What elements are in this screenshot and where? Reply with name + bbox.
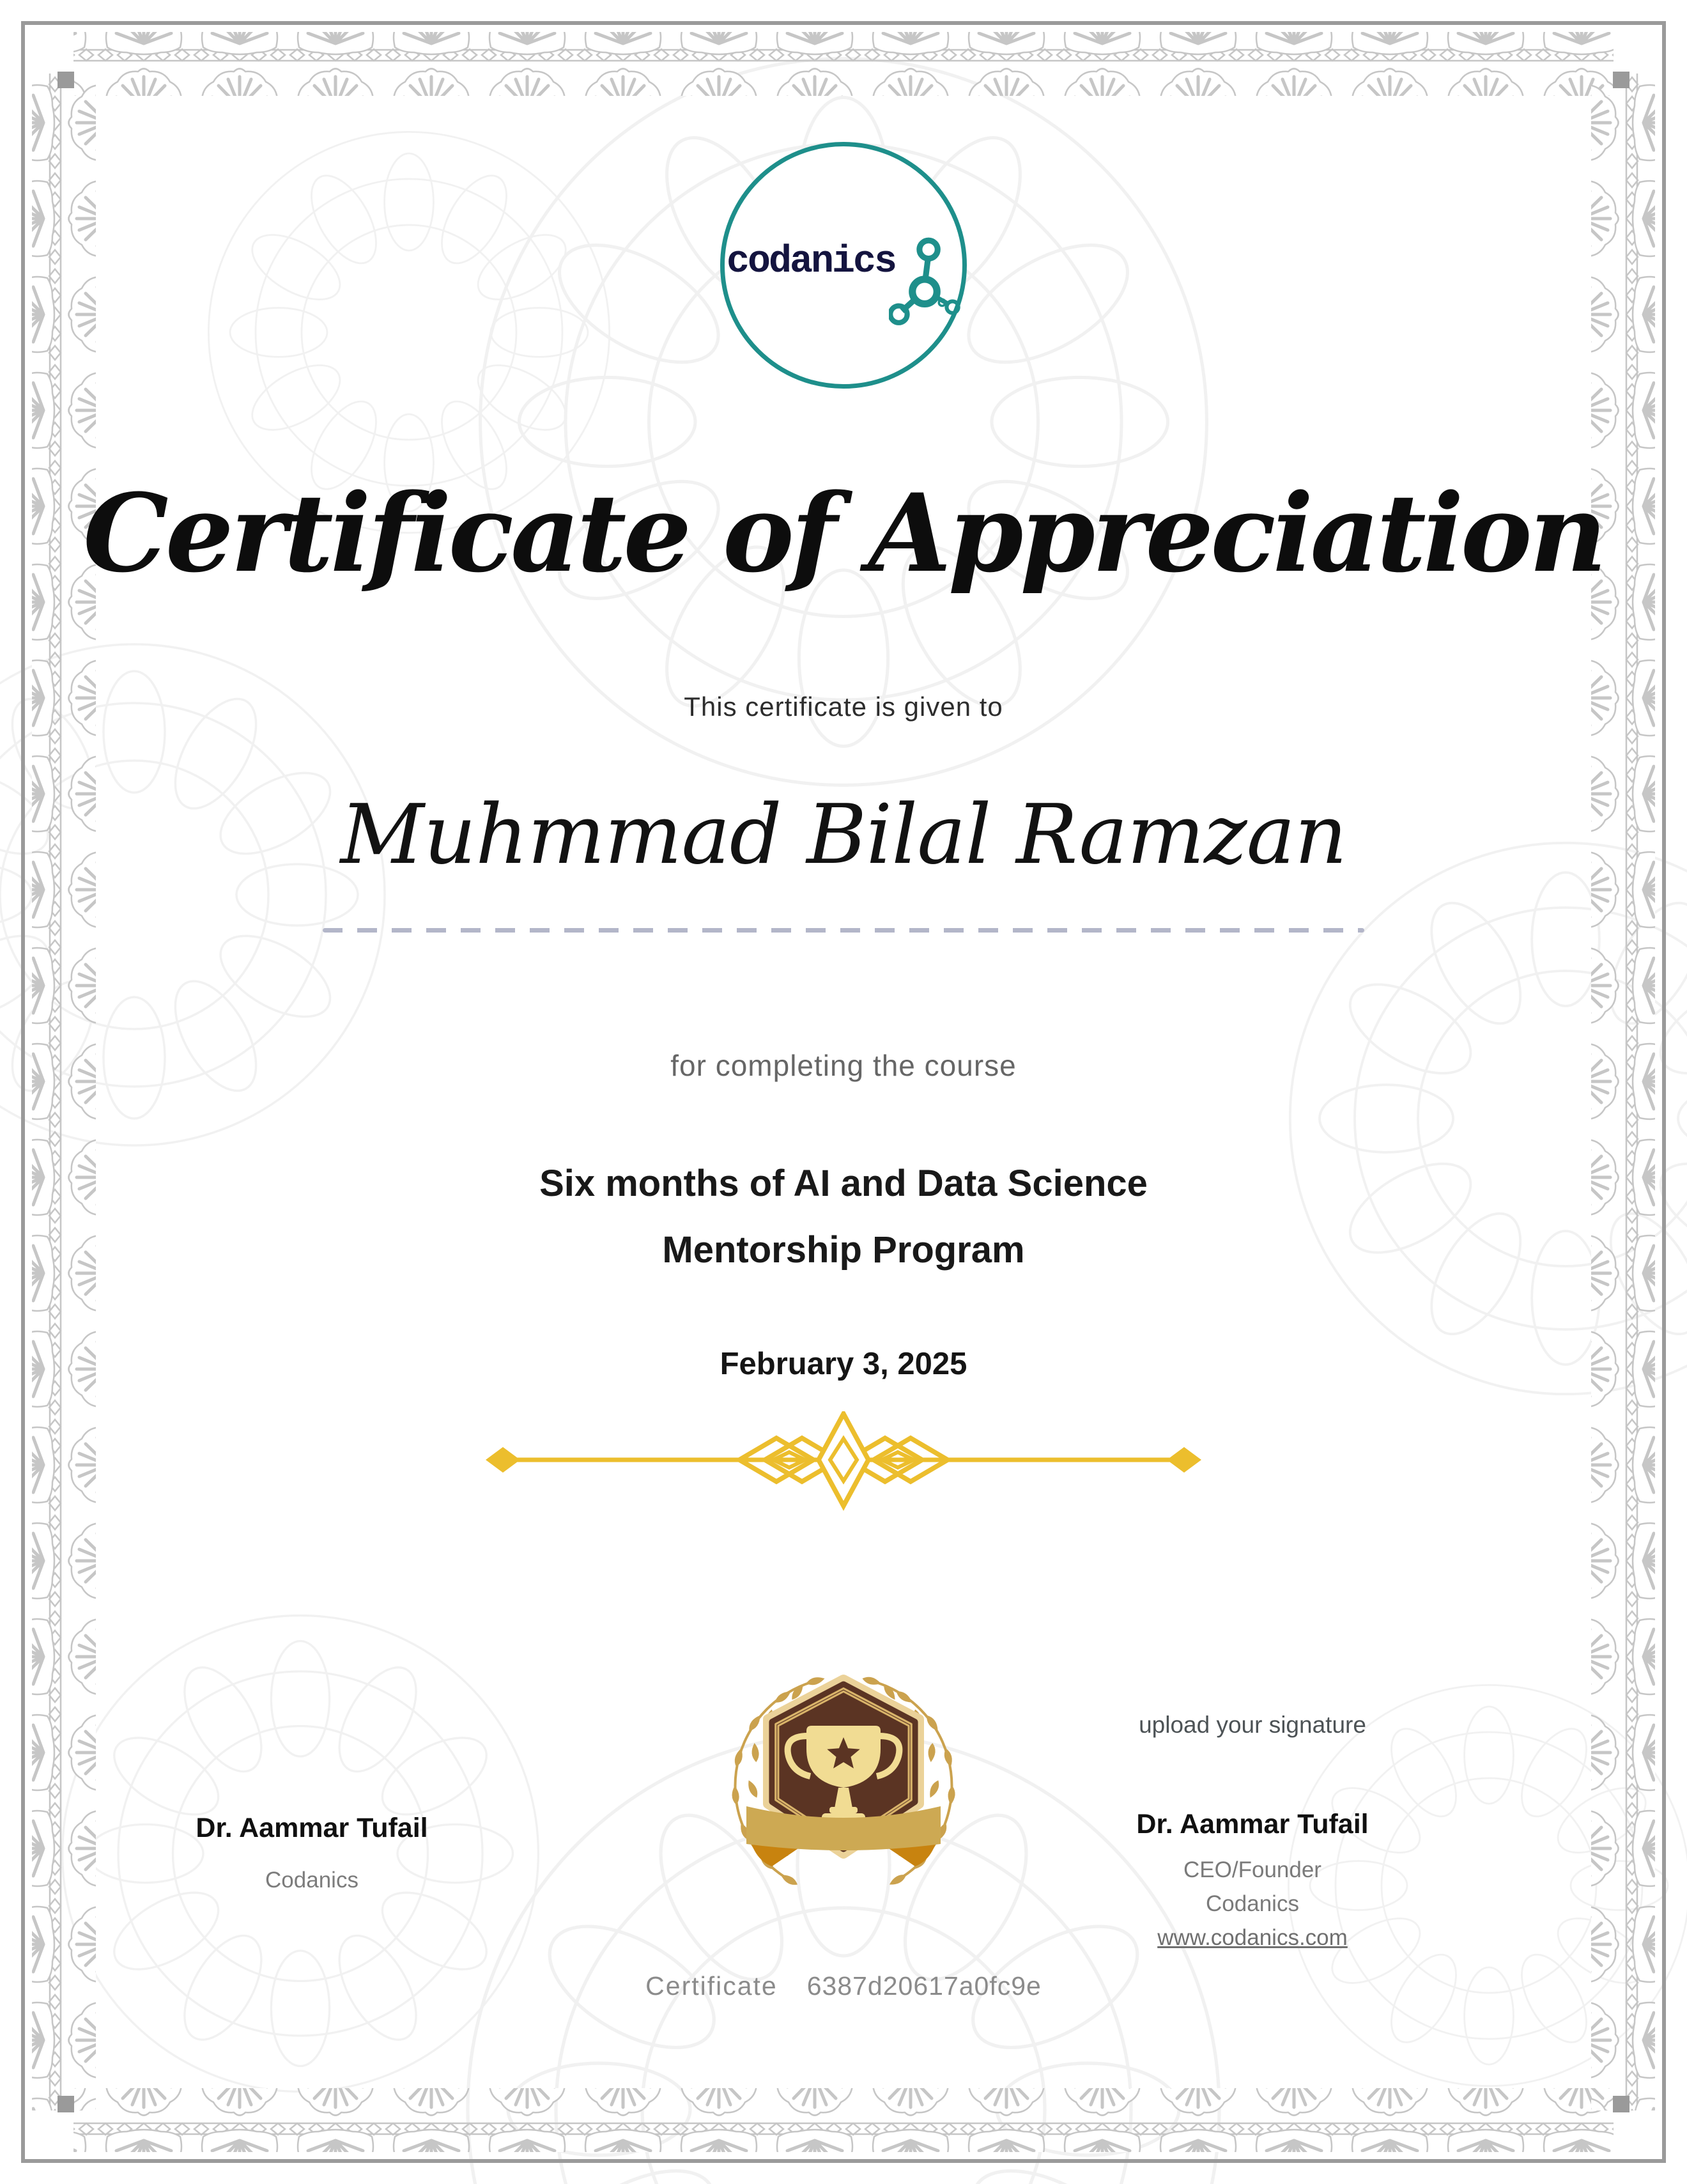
course-title-line1: Six months of AI and Data Science bbox=[539, 1163, 1148, 1204]
codanics-logo bbox=[720, 142, 967, 389]
trophy-laurel-badge-icon bbox=[703, 1658, 984, 1926]
signature-block-left bbox=[120, 1811, 504, 1893]
website-link[interactable]: www.codanics.com bbox=[1157, 1925, 1348, 1950]
website-link-wrap bbox=[1061, 1925, 1444, 1951]
certificate-id-value: 6387d20617a0fc9e bbox=[806, 1971, 1042, 2001]
gold-diamond-divider bbox=[479, 1411, 1208, 1520]
issue-date: February 3, 2025 bbox=[720, 1347, 967, 1381]
signature-block-right bbox=[1061, 1808, 1444, 1951]
right-signer-role: CEO/Founder bbox=[1183, 1857, 1321, 1882]
right-signer-org: Codanics bbox=[1206, 1891, 1299, 1916]
right-signer-name: Dr. Aammar Tufail bbox=[1136, 1809, 1369, 1839]
molecule-network-icon bbox=[889, 232, 960, 329]
completion-label: for completing the course bbox=[670, 1049, 1017, 1082]
certificate-title: Certificate of Appreciation bbox=[83, 470, 1604, 596]
recipient-name: Muhmmad Bilal Ramzan bbox=[340, 787, 1347, 883]
recipient-name-underline bbox=[323, 928, 1364, 933]
course-title-line2: Mentorship Program bbox=[662, 1229, 1025, 1271]
logo-wordmark: codanics bbox=[726, 240, 896, 284]
given-to-label: This certificate is given to bbox=[684, 692, 1003, 722]
certificate-id-label: Certificate bbox=[645, 1971, 778, 2001]
upload-signature-hint[interactable]: upload your signature bbox=[1139, 1712, 1366, 1738]
course-title bbox=[0, 1150, 1687, 1283]
codanics-logo-inner bbox=[727, 201, 960, 329]
left-signer-org: Codanics bbox=[265, 1868, 358, 1893]
certificate-id-row bbox=[0, 1971, 1687, 2001]
left-signer-name: Dr. Aammar Tufail bbox=[196, 1813, 428, 1843]
